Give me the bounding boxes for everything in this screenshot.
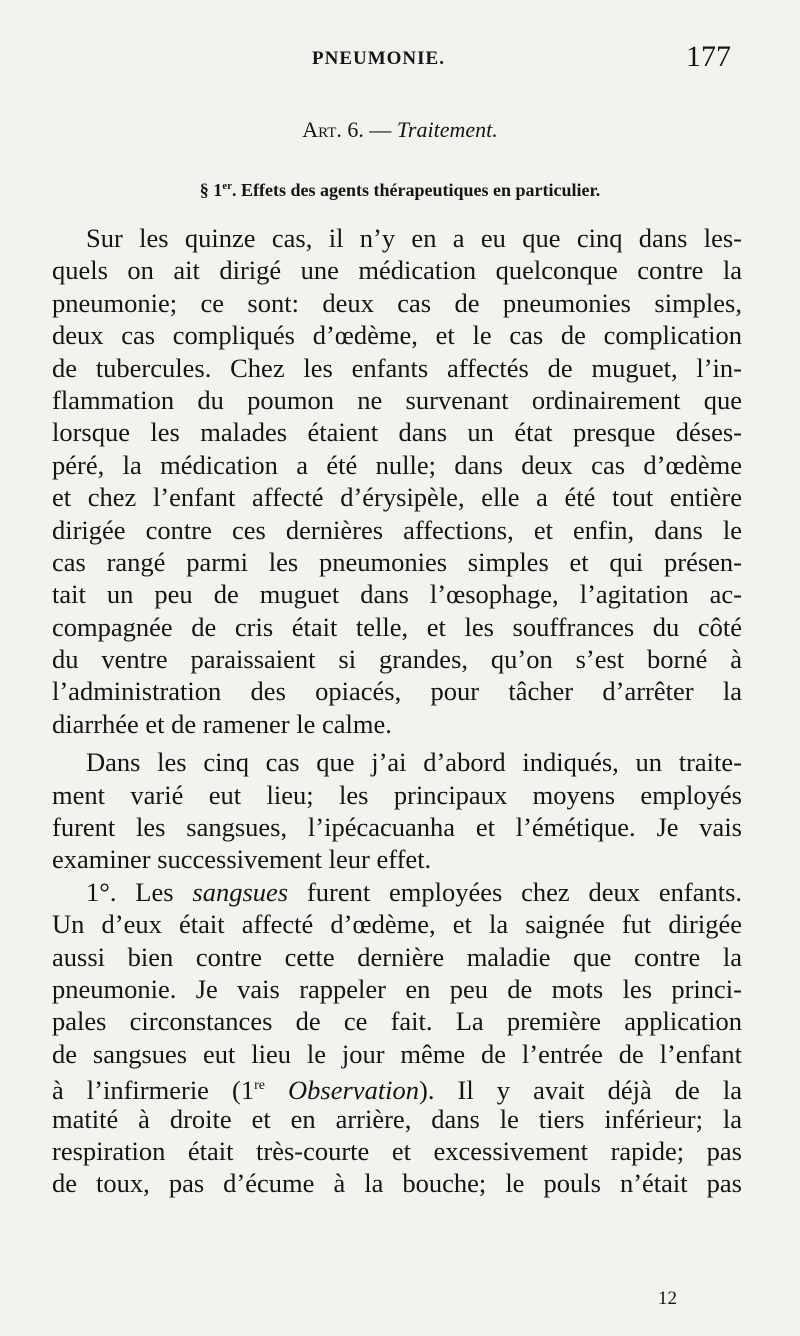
sangsues-before: 1°. Les	[86, 876, 193, 907]
sangsues-after: furent employées chez deux enfants.	[288, 876, 743, 907]
section-title: . Effets des agents thérapeutiques en particulier.	[231, 180, 601, 200]
text-line: cas rangé parmi les pneumonies simples et qui présen-	[52, 546, 742, 577]
page-header	[0, 38, 800, 82]
text-line: de tubercules. Chez les enfants affectés de muguet, l’in-	[52, 352, 742, 383]
text-line: Un d’eux était affecté d’œdème, et la saignée fut dirigée	[52, 909, 742, 940]
page-number: 177	[686, 40, 731, 73]
text-line: tait un peu de muguet dans l’œsophage, l’agitation ac-	[52, 579, 742, 610]
body-text	[52, 222, 742, 1200]
observation-after: ). Il y avait déjà de la	[419, 1074, 742, 1105]
text-line: de sangsues eut lieu le jour même de l’entrée de l’enfant	[52, 1038, 742, 1069]
text-line: deux cas compliqués d’œdème, et le cas de complication	[52, 320, 742, 351]
article-heading	[0, 117, 800, 143]
signature-mark: 12	[658, 1288, 677, 1309]
text-line: du ventre paraissaient si grandes, qu’on s’est borné à	[52, 644, 742, 675]
observation-sup: re	[254, 1078, 265, 1094]
section-prefix: § 1	[199, 180, 223, 200]
text-line: respiration était très-courte et excessivement rapide; pas	[52, 1135, 742, 1166]
text-line: lorsque les malades étaient dans un état presque déses-	[52, 417, 742, 448]
text-line: quels on ait dirigé une médication quelconque contre la	[52, 255, 742, 286]
text-line: pneumonie; ce sont: deux cas de pneumonies simples,	[52, 287, 742, 318]
text-line: l’administration des opiacés, pour tâcher d’arrêter la	[52, 676, 742, 707]
text-line: aussi bien contre cette dernière maladie que contre la	[52, 941, 742, 972]
text-line: et chez l’enfant affecté d’érysipèle, elle a été tout entière	[52, 482, 742, 513]
sangsues-italic: sangsues	[192, 876, 289, 907]
article-label: Art. 6.	[302, 117, 364, 142]
text-line: matité à droite et en arrière, dans le tiers inférieur; la	[52, 1103, 742, 1134]
observation-italic: Observation	[288, 1074, 420, 1105]
text-line: Sur les quinze cas, il n’y en a eu que cinq dans les-	[86, 223, 742, 253]
article-dash: —	[363, 117, 397, 142]
text-line-sangsues	[52, 876, 742, 908]
text-line: dirigée contre ces dernières affections, et enfin, dans le	[52, 514, 742, 545]
text-line: péré, la médication a été nulle; dans deux cas d’œdème	[52, 449, 742, 480]
observation-before: à l’infirmerie (1	[52, 1074, 255, 1105]
text-line: pales circonstances de ce fait. La première application	[52, 1006, 742, 1037]
text-line: compagnée de cris était telle, et les souffrances du côté	[52, 611, 742, 642]
text-line: pneumonie. Je vais rappeler en peu de mots les princi-	[52, 973, 742, 1004]
running-title: PNEUMONIE.	[312, 48, 445, 69]
text-line-observation	[52, 1070, 742, 1105]
text-line: ment varié eut lieu; les principaux moyens employés	[52, 779, 742, 810]
text-line: de toux, pas d’écume à la bouche; le pouls n’était pas	[52, 1168, 742, 1199]
article-title: Traitement.	[396, 117, 498, 142]
section-heading	[0, 180, 800, 201]
text-line: diarrhée et de ramener le calme.	[52, 708, 392, 739]
text-line: flammation du poumon ne survenant ordinairement que	[52, 384, 742, 415]
text-line: furent les sangsues, l’ipécacuanha et l’émétique. Je vais	[52, 812, 742, 843]
text-line: examiner successivement leur effet.	[52, 844, 432, 875]
text-line: Dans les cinq cas que j’ai d’abord indiqués, un traite-	[86, 747, 742, 778]
section-sup: er	[222, 180, 232, 192]
